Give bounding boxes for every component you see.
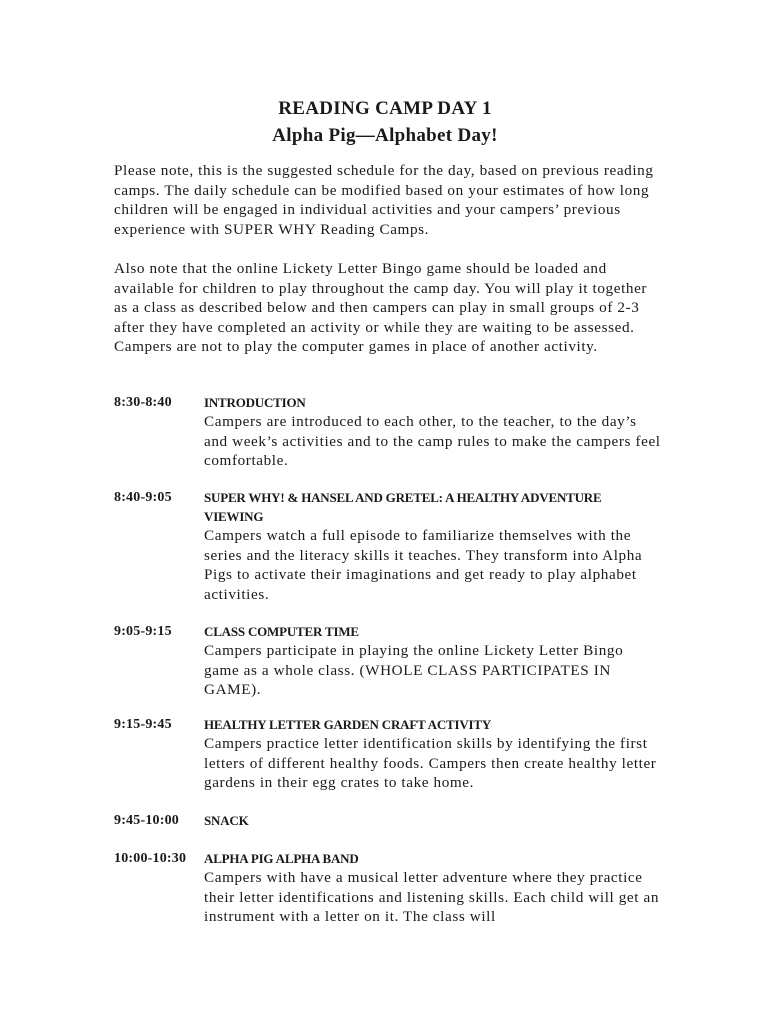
schedule-content: [204, 715, 662, 793]
schedule-content: [204, 488, 662, 604]
document-title: [0, 95, 770, 149]
schedule-time: 8:40-9:05: [114, 490, 172, 505]
schedule-time: 10:00-10:30: [114, 851, 187, 866]
schedule-heading: SUPER WHY! & HANSEL AND GRETEL: A HEALTHY ADVENTURE VIEWING: [204, 490, 602, 524]
schedule-description: Campers participate in playing the online Lickety Letter Bingo game as a whole class. (WHOLE CLASS PARTICIPATES IN GAME).: [204, 642, 624, 698]
schedule-description: Campers watch a full episode to familiarize themselves with the series and the literacy skills it teaches. They transform into Alpha Pigs to activate their imaginations and get ready to play alphabet activities.: [204, 527, 643, 603]
schedule-content: [204, 393, 662, 471]
schedule-time: 9:45-10:00: [114, 813, 179, 828]
title-line-1: READING CAMP DAY 1: [278, 98, 492, 119]
schedule-heading: HEALTHY LETTER GARDEN CRAFT ACTIVITY: [204, 717, 492, 732]
schedule-time: 9:15-9:45: [114, 717, 172, 732]
schedule-content: [204, 849, 662, 927]
schedule-time: 8:30-8:40: [114, 395, 172, 410]
schedule-heading: SNACK: [204, 813, 249, 828]
intro-paragraph-bingo-note: Also note that the online Lickety Letter Bingo game should be loaded and available for children to play throughout the camp day. You will play it together as a class as described below and then campers can play in small groups of 2-3 after they have completed an activity or while they are waiting to be assessed. Campers are not to play the computer games in place of another activity.: [114, 260, 648, 355]
schedule-description: Campers with have a musical letter adventure where they practice their letter identifications and listening skills. Each child will get an instrument with a letter on it. The class will: [204, 869, 660, 925]
schedule-content: [204, 811, 662, 830]
intro-paragraph-schedule-note: Please note, this is the suggested schedule for the day, based on previous reading camps. The daily schedule can be modified based on your estimates of how long children will be engaged in individual activities and your campers’ previous experience with SUPER WHY Reading Camps.: [114, 162, 654, 238]
schedule-time: 9:05-9:15: [114, 624, 172, 639]
schedule-heading: CLASS COMPUTER TIME: [204, 624, 359, 639]
schedule-description: Campers practice letter identification skills by identifying the first letters of different healthy foods. Campers then create healthy letter gardens in their egg crates to take home.: [204, 735, 657, 791]
schedule-content: [204, 622, 662, 700]
schedule-heading: ALPHA PIG ALPHA BAND: [204, 851, 359, 866]
schedule-description: Campers are introduced to each other, to the teacher, to the day’s and week’s activities and to the camp rules to make the campers feel comfortable.: [204, 413, 661, 469]
title-line-2: Alpha Pig—Alphabet Day!: [272, 125, 498, 146]
schedule-heading: INTRODUCTION: [204, 395, 306, 410]
